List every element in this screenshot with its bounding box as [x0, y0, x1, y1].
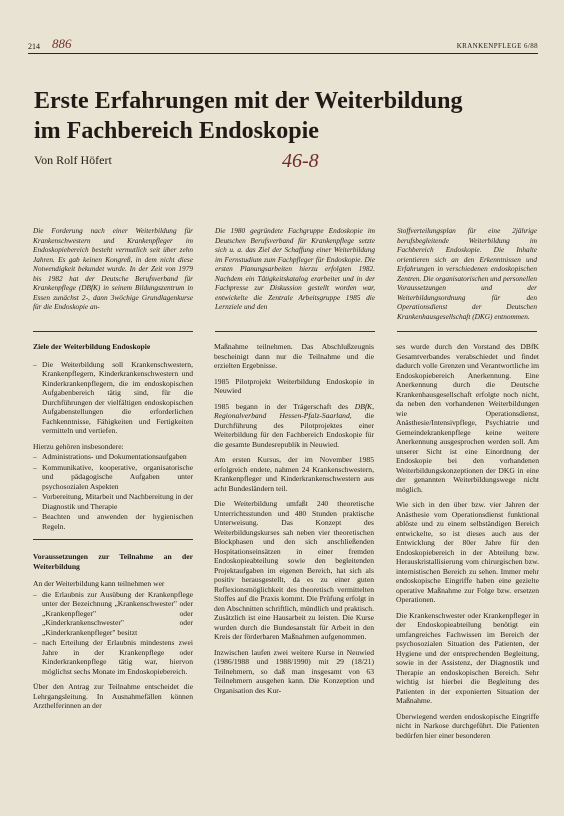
list-item: – nach Erteilung der Erlaubnis mindestens zwei Jahre in der Krankenpflege oder Kinderkrankenpflege tätig war, hiervon möglichst sechs Monate im Endoskopiebereich.	[42, 638, 193, 676]
intro-rule-2	[215, 331, 375, 332]
col2-paragraph	[214, 402, 374, 450]
col3-paragraph: Überwiegend werden endoskopische Eingriffe nicht in Narkose durchgeführt. Die Patienten bedürfen hier einer besonderen	[396, 711, 539, 740]
col1-closing: Über den Antrag zur Teilnahme entscheidet die Lehrgangsleitung. In Ausnahmefällen können Arzthelferinnen an der	[33, 682, 193, 710]
section-divider	[33, 539, 193, 540]
body-column-2	[214, 342, 374, 701]
body-column-3	[396, 342, 539, 746]
emphasis-list	[33, 452, 193, 531]
col2-subhead: 1985 Pilotprojekt Weiterbildung Endoskopie in Neuwied	[214, 376, 374, 395]
author-byline: Von Rolf Höfert	[34, 153, 112, 167]
list-item: – die Erlaubnis zur Ausübung der Krankenpflege unter der Bezeichnung „Krankenschwester" oder „Krankenpfleger" oder „Kinderkrankenschwester" oder „Kinderkrankenpfleger" besitzt	[42, 590, 193, 638]
list-item: – Administrations- und Dokumentationsaufgaben	[42, 452, 193, 462]
col2-paragraph: Am ersten Kursus, der im November 1985 erfolgreich endete, nahmen 24 Krankenschwestern, Krankenpfleger und Kinderkrankenschwestern aus acht Bundesländern teil.	[214, 455, 374, 493]
intro-rule-1	[33, 331, 193, 332]
article-title	[34, 86, 514, 146]
body-column-1	[33, 342, 193, 717]
page-number: 214	[28, 42, 40, 51]
journal-name: KRANKENPFLEGE 6/88	[456, 42, 538, 50]
heading-goals: Ziele der Weiterbildung Endoskopie	[33, 342, 151, 351]
text-run: die Durchführung des Pilotprojektes einer Weiterbildung für den Fachbereich Endoskopie für die gesamte Bundesrepublik in Neuwied.	[214, 411, 374, 449]
col3-paragraph: Wie sich in den über bzw. vier Jahren der Anästhesie vom Operationsdienst funktional ablöste und zu einem selbständigen Bereich entwickelte, so ist dieses auch aus der Entwicklung der 80er Jahre für den Endoskopiebereich in der Abteilung bzw. Herauskristallisierung vom chirurgischen bzw. internistischen Bereich zu sehen. Immer mehr endoskopische Eingriffe haben eine gezielte operative Maßnahme zur Folge bzw. ersetzen Operationen.	[396, 500, 539, 604]
list-item: – Vorbereitung, Mitarbeit und Nachbereitung in der Diagnostik und Therapie	[42, 492, 193, 511]
header-rule	[28, 53, 538, 54]
handwritten-mark: 886	[52, 36, 72, 51]
list-item: – Beachten und anwenden der hygienischen Regeln.	[42, 512, 193, 531]
emphasis-intro: Hierzu gehören insbesondere:	[33, 441, 124, 451]
intro-column-1: Die Forderung nach einer Weiterbildung für Krankenschwestern und Krankenpfleger im Endoskopiebereich besteht vermutlich seit über zehn Jahren. Es gab keinen Kongreß, in dem nicht diese Notwendigkeit bekundet wurde. In der Zeit von 1979 bis 1982 hat der Deutsche Berufsverband für Krankenpflege (DBfK) in seinem Bildungszentrum in Essen zunächst 2-, dann 3wöchige Grundlagenkurse für die Endoskopie an-	[33, 226, 193, 311]
heading-prerequisites: Voraussetzungen zur Teilnahme an der Weiterbildung	[33, 552, 193, 571]
col2-paragraph: Inzwischen laufen zwei weitere Kurse in Neuwied (1986/1988 und 1988/1990) mit 29 (18/21) Teilnehmern, so daß man insgesamt von 63 Teilnehmern ausgehen kann. Die Konzeption und Organisation des Kur-	[214, 647, 374, 695]
col3-paragraph: Die Krankenschwester oder Krankenpfleger in der Endoskopieabteilung benötigt ein umfangreiches Fachwissen im Bereich der psychosozialen Situation des Patienten, der Hygiene und der entsprechenden Begleitung, sowie in der Assistenz, der Diagnostik und Therapie an endoskopischen Bereich. Sehr wichtig ist hierbei die Begleitung des Patienten in der exponierten Situation der Maßnahme.	[396, 610, 539, 705]
col3-paragraph: ses wurde durch den Vorstand des DBfK Gesamtverbandes verabschiedet und findet dadurch volle Grenzen und Verantwortliche im Endoskopiebereich Anerkennung. Eine Anerkennung durch die Deutsche Krankenhausgesellschaft erfolgte noch nicht, da neben den vorhandenen Weiterbildungen wie Operationsdienst, Anästhesie/Intensivpflege, Psychiatrie und Gemeindekrankenpflege keine weitere Anerkennung ausgesprochen werden soll. Am unserer Sicht ist eine Einordnung der Endoskopie bei den vorhandenen Weiterbildungskonzeptionen der DKG in eine der genannten Weiterbildungswege nicht möglich.	[396, 342, 539, 494]
title-line-1: Erste Erfahrungen mit der Weiterbildung	[34, 88, 463, 114]
text-run-italic: DBfK, Regionalverband Hessen-Pfalz-Saarland,	[214, 401, 374, 420]
text-run: 1985 begann in der Trägerschaft des	[214, 401, 355, 411]
intro-column-3: Stoffverteilungsplan für eine 2jährige berufsbegleitende Weiterbildung im Fachbereich Endoskopie. Die Inhalte orientieren sich an den Erkenntnissen und Erfahrungen in verschiedenen endoskopischen Zentren. Die organisatorischen und personellen Voraussetzungen und der Weiterbildungsordnung für den Operationsdienst der Deutschen Krankenhausgesellschaft (DKG) entnommen.	[397, 226, 537, 321]
intro-column-2: Die 1980 gegründete Fachgruppe Endoskopie im Deutschen Berufsverband für Krankenpflege setzte sich u. a. das Ziel der Schaffung einer Weiterbildung im Fernstudium zum Fachpfleger für Endoskopie. Die ersten Planungsarbeiten hierzu erfolgten 1982. Nachdem ein Tätigkeitskatalog erarbeitet und in der Fachpresse zur Diskussion gestellt worden war, entwickelte die Zentrale Arbeitsgruppe 1985 die Lernziele und den	[215, 226, 375, 311]
handwritten-note: 46-8	[282, 150, 319, 172]
prereq-list	[33, 590, 193, 677]
title-line-2: im Fachbereich Endoskopie	[34, 118, 319, 144]
intro-rule-3	[397, 331, 537, 332]
col2-paragraph: Maßnahme teilnehmen. Das Abschlußzeugnis bescheinigt dann nur die Teilnahme und die erzielten Ergebnisse.	[214, 342, 374, 370]
col2-paragraph: Die Weiterbildung umfaßt 240 theoretische Unterrichtsstunden und 480 Stunden praktische Unterweisung. Das Konzept des Weiterbildungskurses sah neben vier theoretischen Blockphasen und den sich anschließenden Hospitationseinsätzen in einer fremden Endoskopieabteilung sowie den begleitenden Projektaufgaben im eigenen Bereich, hat sich als positiv herausgestellt, da es zu einer guten Reflexionsmöglichkeit des theoretisch vermittelten Stoffes auf die Praxis kommt. Die Prüfung erfolgt in den Abschnitten schriftlich, mündlich und praktisch. Zusätzlich ist eine Hausarbeit zu leisten. Die Kurse wurden durch die Bundesanstalt für Arbeit in den Kreis der förderbaren Maßnahmen aufgenommen.	[214, 499, 374, 641]
goals-list	[33, 360, 193, 436]
list-item: – Kommunikative, kooperative, organisatorische und pädagogische Aufgaben unter psychosozialen Aspekten	[42, 463, 193, 492]
prereq-intro: An der Weiterbildung kann teilnehmen wer	[33, 579, 165, 588]
list-item: – Die Weiterbildung soll Krankenschwestern, Krankenpflegern, Kinderkrankenschwestern und Kinderkrankenpflegern, die im endoskopischen Aufgabenbereich tätig sind, für die Durchführungen der vielfältigen endoskopischen Aufgabenstellungen die erforderlichen Fachkenntnisse, Fähigkeiten und Fertigkeiten vermitteln und vertiefen.	[42, 360, 193, 436]
